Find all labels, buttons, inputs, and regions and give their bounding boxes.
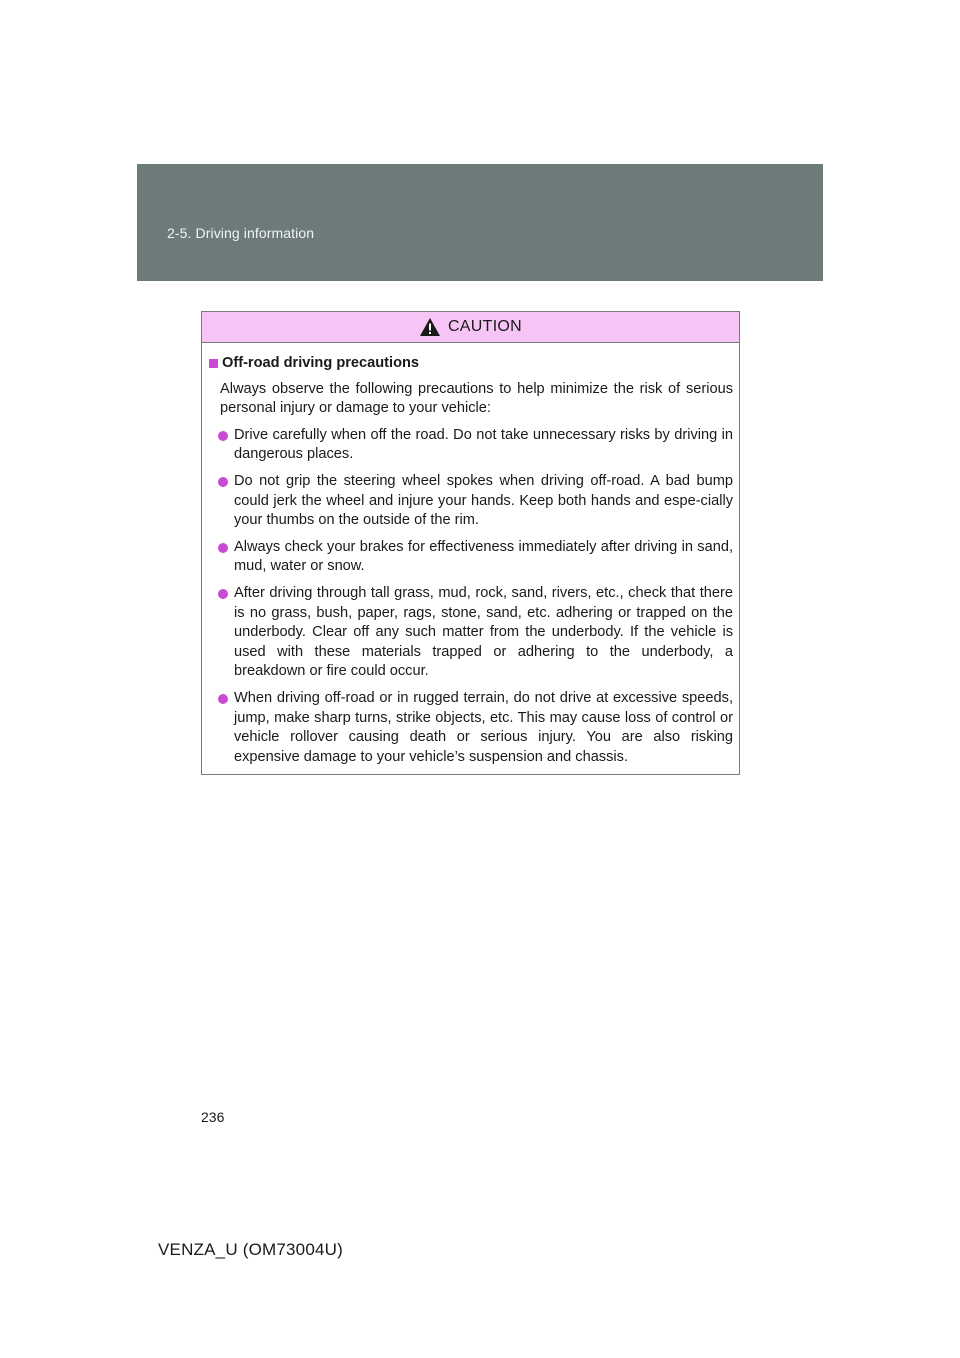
list-item <box>209 426 733 465</box>
square-bullet-icon <box>209 359 218 368</box>
page-number: 236 <box>201 1109 225 1125</box>
warning-triangle-icon <box>419 317 441 337</box>
caution-box <box>201 311 740 775</box>
list-item <box>209 472 733 531</box>
list-item-text: Drive carefully when off the road. Do not take unnecessary risks by driving in dangerous places. <box>234 426 733 463</box>
caution-section-heading <box>209 354 733 374</box>
caution-section-title: Off-road driving precautions <box>222 355 420 371</box>
list-item-text: Always check your brakes for effectiveness immediately after driving in sand, mud, water or snow. <box>234 538 733 575</box>
round-bullet-icon <box>218 477 228 487</box>
list-item <box>209 689 733 767</box>
list-item-text: After driving through tall grass, mud, rock, sand, rivers, etc., check that there is no grass, bush, paper, rags, stone, sand, etc. adhering or trapped on the underbody. Clear off any such matter from the underbody. If the vehicle is used with these materials trapped or adhering to the underbody, a breakdown or fire could occur. <box>234 584 733 680</box>
caution-intro: Always observe the following precautions to help minimize the risk of serious personal injury or damage to your vehicle: <box>220 380 733 417</box>
list-item <box>209 538 733 577</box>
round-bullet-icon <box>218 543 228 553</box>
list-item-text: Do not grip the steering wheel spokes when driving off-road. A bad bump could jerk the wheel and injure your hands. Keep both hands and espe-cially your thumbs on the outside of the rim. <box>234 472 733 529</box>
section-header-band <box>137 164 823 281</box>
caution-header <box>202 312 739 343</box>
document-code: VENZA_U (OM73004U) <box>158 1240 343 1259</box>
round-bullet-icon <box>218 694 228 704</box>
list-item <box>209 584 733 682</box>
list-item-text: When driving off-road or in rugged terrain, do not drive at excessive speeds, jump, make sharp turns, strike objects, etc. This may cause loss of control or vehicle rollover causing death or serious injury. You are also risking expensive damage to your vehicle’s suspension and chassis. <box>234 689 733 765</box>
caution-list <box>209 426 733 768</box>
caution-label: CAUTION <box>447 318 523 335</box>
section-title: 2-5. Driving information <box>167 225 315 241</box>
round-bullet-icon <box>218 589 228 599</box>
caution-body <box>202 343 739 767</box>
round-bullet-icon <box>218 431 228 441</box>
